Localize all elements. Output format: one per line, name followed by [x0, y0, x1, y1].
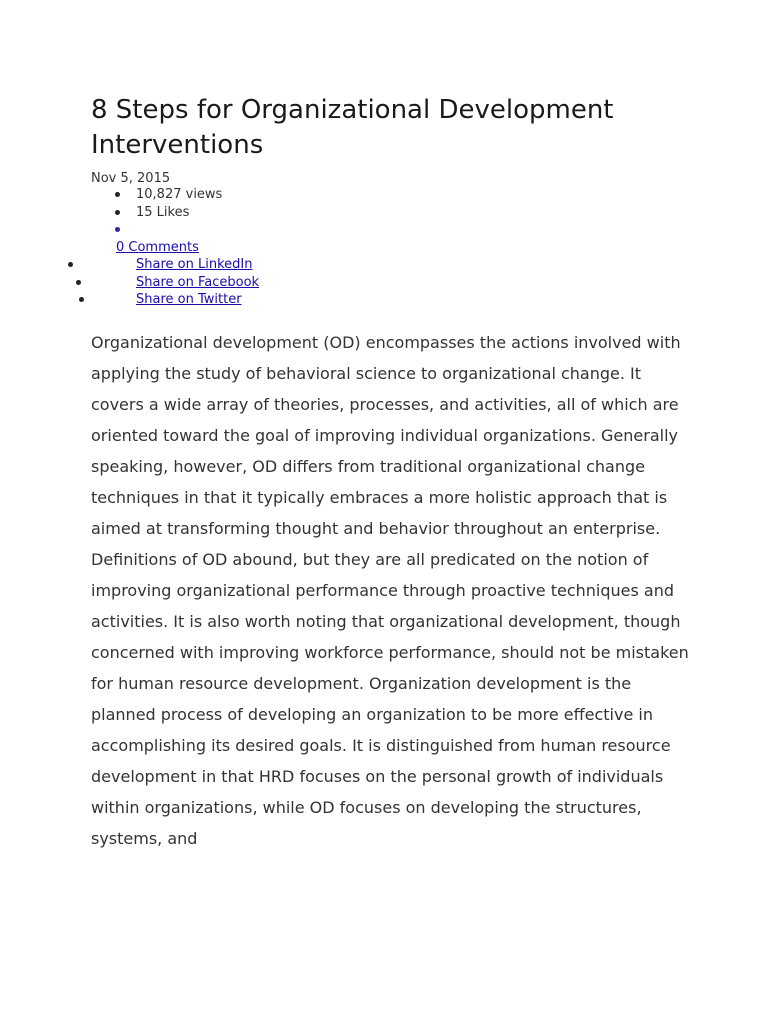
page-title: 8 Steps for Organizational Development Interventions — [91, 95, 614, 160]
views-count: 10,827 views — [136, 187, 223, 202]
share-facebook-item — [0, 274, 259, 292]
share-linkedin-link[interactable]: Share on LinkedIn — [136, 257, 253, 272]
bullet-icon — [68, 262, 73, 267]
comments-link[interactable]: 0 Comments — [116, 240, 199, 255]
bullet-icon — [79, 297, 84, 302]
bullet-icon — [76, 280, 81, 285]
article-body: Organizational development (OD) encompasses the actions involved with applying the study of behavioral science to organizational change. It covers a wide array of theories, processes, and activities, all of which are oriented toward the goal of improving individual organizations. Generally speaking, however, OD differs from traditional organizational change techniques in that it typically embraces a more holistic approach that is aimed at transforming thought and behavior throughout an enterprise. Definitions of OD abound, but they are all predicated on the notion of improving organizational performance through proactive techniques and activities. It is also worth noting that organizational development, though concerned with improving workforce performance, should not be mistaken for human resource development. Organization development is the planned process of developing an organization to be more effective in accomplishing its desired goals. It is distinguished from human resource development in that HRD focuses on the personal growth of individuals within organizations, while OD focuses on developing the structures, systems, and — [91, 333, 689, 848]
share-links — [0, 256, 259, 309]
likes-count: 15 Likes — [136, 204, 190, 220]
bullet-icon — [115, 210, 120, 215]
bullet-icon — [115, 227, 120, 232]
views-count-item — [91, 186, 222, 204]
share-linkedin-item — [0, 256, 259, 274]
bullet-icon — [115, 192, 120, 197]
share-twitter-item — [0, 291, 259, 309]
publish-date: Nov 5, 2015 — [91, 171, 171, 186]
empty-list-item — [91, 221, 222, 239]
share-facebook-link[interactable]: Share on Facebook — [136, 274, 260, 290]
share-twitter-link[interactable]: Share on Twitter — [136, 292, 242, 307]
likes-count-item — [91, 204, 222, 222]
article-stats — [91, 186, 222, 239]
